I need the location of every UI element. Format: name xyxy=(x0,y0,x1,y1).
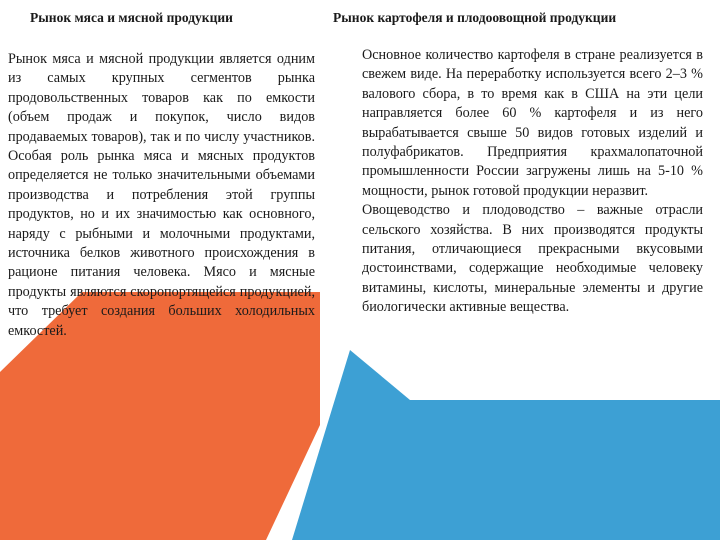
right-blue-panel xyxy=(292,350,720,540)
left-column-text: Рынок мяса и мясной продукции является одним из самых крупных сегментов рынка продовольственных товаров как по емкости (объем продаж и покупок, число видов продаваемых товаров), так и по числу участников. Особая роль рынка мяса и мясных продуктов определяется не только значительными объемами производства и потребления этой группы продуктов, но и их значимостью как основного, наряду с рыбными и молочными продуктами, источника белков животного происхождения в рационе питания человека. Мясо и мясные продукты являются скоропортящейся продукцией, что требует создания больших холодильных емкостей. xyxy=(8,51,315,339)
right-column-title: Рынок картофеля и плодоовощной продукции xyxy=(333,10,617,25)
left-column-title: Рынок мяса и мясной продукции xyxy=(30,10,233,25)
right-column-text: Основное количество картофеля в стране реализуется в свежем виде. На переработку используется всего 2–3 % валового сбора, в то время как в США на эти цели направляется более 60 % картофеля и из него вырабатывается свыше 50 видов готовых изделий и полуфабрикатов. Предприятия крахмалопаточной промышленности России загружены лишь на 5-10 % мощности, рынок готовой продукции неразвит. Овощеводство и плодоводство – важные отрасли сельского хозяйства. В них производятся продукты питания, отличающиеся прекрасными вкусовыми достоинствами, содержащие необходимые человеку витамины, кислоты, минеральные элементы и другие биологически активные вещества. xyxy=(362,47,703,316)
